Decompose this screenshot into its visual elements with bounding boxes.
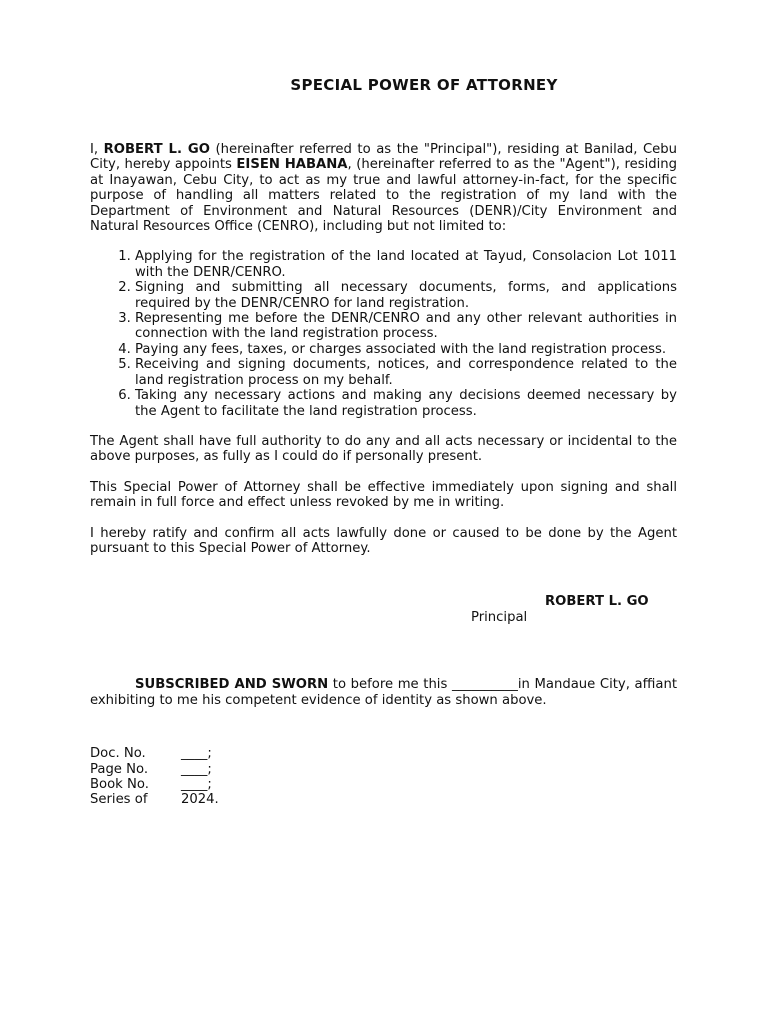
notary-value: ____; xyxy=(181,746,212,762)
intro-paragraph xyxy=(90,142,677,234)
notary-row xyxy=(90,777,677,792)
ratification-paragraph: I hereby ratify and confirm all acts lawfully done or caused to be done by the Agent pursuant to this Special Power of Attorney. xyxy=(90,525,677,556)
signatory-name: ROBERT L. GO xyxy=(545,594,649,610)
list-item: 2. Signing and submitting all necessary documents, forms, and applications required by the DENR/CENRO for land registration. xyxy=(135,280,677,311)
document-body xyxy=(90,142,677,808)
signature-block xyxy=(90,594,677,639)
notary-value: 2024. xyxy=(181,792,219,808)
notary-label: Series of xyxy=(90,792,148,808)
jurat-heading: SUBSCRIBED AND SWORN xyxy=(135,677,329,693)
jurat-paragraph xyxy=(90,677,677,708)
notary-label: Book No. xyxy=(90,776,149,792)
notary-label: Page No. xyxy=(90,761,149,777)
notary-label: Doc. No. xyxy=(90,746,146,762)
list-item: 6. Taking any necessary actions and making any decisions deemed necessary by the Agent to facilitate the land registration process. xyxy=(135,388,677,419)
jurat-text: to before me this __________in Mandaue City, affiant exhibiting to me his competent evidence of identity as shown above. xyxy=(90,677,677,708)
agent-name: EISEN HABANA xyxy=(236,157,348,173)
effectivity-paragraph: This Special Power of Attorney shall be effective immediately upon signing and shall remain in full force and effect unless revoked by me in writing. xyxy=(90,479,677,511)
notarial-register xyxy=(90,746,677,808)
notary-row xyxy=(90,792,677,807)
notary-value: ____; xyxy=(181,776,212,792)
notary-value: ____; xyxy=(181,761,212,777)
authority-paragraph: The Agent shall have full authority to do any and all acts necessary or incidental to the above purposes, as fully as I could do if personally present. xyxy=(90,433,677,465)
list-item: 3. Representing me before the DENR/CENRO and any other relevant authorities in connection with the land registration process. xyxy=(135,311,677,342)
list-item: 5. Receiving and signing documents, notices, and correspondence related to the land registration process on my behalf. xyxy=(135,357,677,388)
notary-row xyxy=(90,762,677,777)
principal-name: ROBERT L. GO xyxy=(103,142,210,157)
intro-text-3: , (hereinafter referred to as the "Agent"), residing at Inayawan, Cebu City, to act as my true and lawful attorney-in-fact, for the specific purpose of handling all matters related to the registration of my land with the Department of Environment and Natural Resources (DENR)/City Environment and Natural Resources Office (CENRO), including but not limited to: xyxy=(90,157,677,235)
notary-row xyxy=(90,746,677,761)
document-title: SPECIAL POWER OF ATTORNEY xyxy=(290,76,558,94)
intro-text-1: I, xyxy=(90,142,104,157)
list-item: 1. Applying for the registration of the land located at Tayud, Consolacion Lot 1011 with the DENR/CENRO. xyxy=(135,249,677,280)
powers-list xyxy=(90,249,677,418)
list-item: 4. Paying any fees, taxes, or charges associated with the land registration process. xyxy=(135,342,677,357)
intro-text-2: (hereinafter referred to as the "Principal"), residing at Banilad, Cebu City, hereby appoints xyxy=(90,142,677,173)
signatory-role: Principal xyxy=(471,610,528,626)
